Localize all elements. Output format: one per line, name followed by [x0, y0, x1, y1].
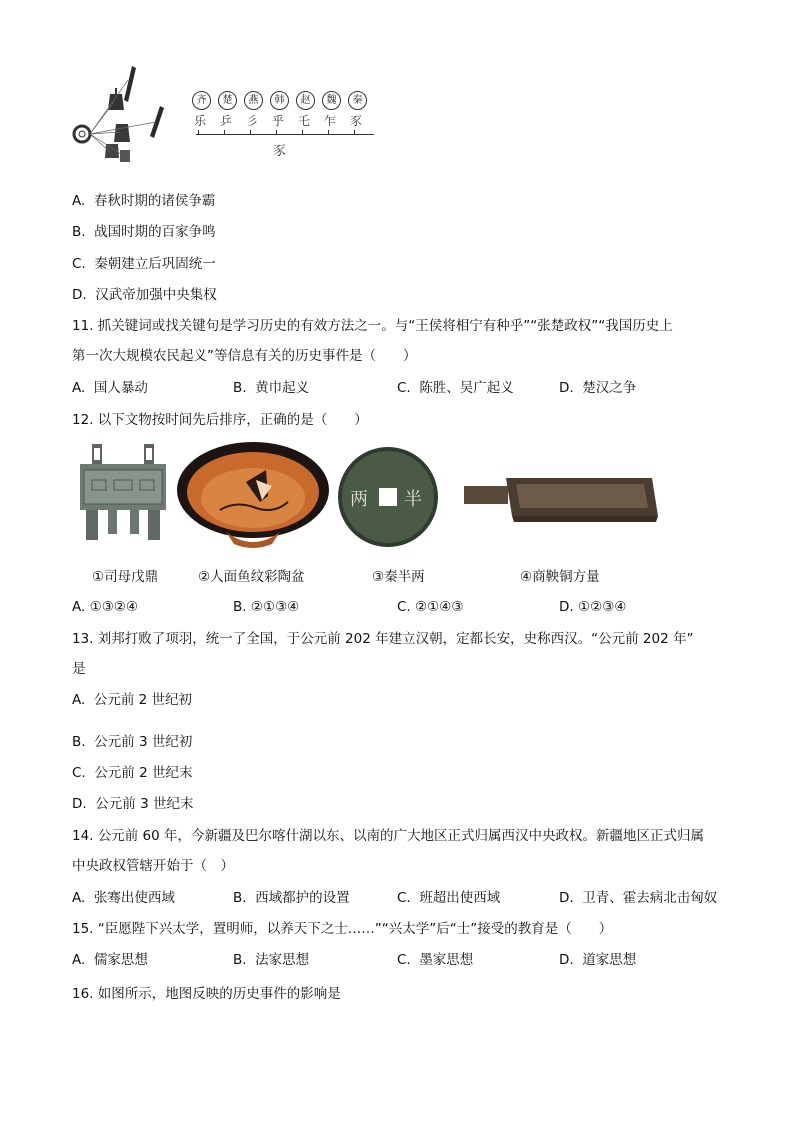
option-letter: B. — [233, 599, 247, 615]
option-text: 楚汉之争 — [582, 380, 637, 396]
script-glyph-han: 乎 — [272, 114, 285, 128]
q15-option-a[interactable] — [72, 950, 148, 970]
caption-simuwu-ding: ①司母戊鼎 — [92, 569, 159, 585]
option-letter: C. — [72, 765, 86, 781]
option-text: 法家思想 — [255, 952, 310, 968]
q11-option-d[interactable] — [559, 378, 636, 398]
q13-stem-line2: 是 — [72, 661, 86, 677]
comparison-timeline — [196, 134, 374, 135]
option-letter: D. — [559, 380, 574, 396]
q13-stem-line1: 13. 刘邦打败了项羽，统一了全国，于公元前 202 年建立汉朝，定都长安，史称西汉。“公元前 202 年” — [72, 631, 694, 647]
option-letter: C. — [397, 599, 411, 615]
script-glyph-chu: 乒 — [220, 114, 233, 128]
script-glyph-yan: 彡 — [246, 114, 259, 128]
timeline-tick — [250, 130, 251, 135]
option-text: 春秋时期的诸侯争霸 — [93, 193, 216, 209]
q12-option-a[interactable] — [72, 597, 138, 617]
q14-option-c[interactable] — [397, 888, 500, 908]
caption-banliang: ③秦半两 — [372, 569, 425, 585]
timeline-tick — [302, 130, 303, 135]
script-glyph-zhao: 乇 — [298, 114, 311, 128]
unified-script-glyph: 豕 — [273, 144, 287, 159]
q13-option-a[interactable] — [72, 690, 192, 710]
painted-pottery-basin-image — [176, 440, 331, 552]
q13-option-d[interactable] — [72, 794, 193, 814]
timeline-tick — [198, 130, 199, 135]
q14-option-a[interactable] — [72, 888, 175, 908]
option-text: 秦朝建立后巩固统一 — [94, 256, 216, 272]
option-text: 道家思想 — [582, 952, 637, 968]
option-letter: A. — [72, 599, 86, 615]
option-text: 公元前 3 世纪末 — [95, 796, 194, 812]
option-letter: C. — [397, 380, 411, 396]
option-text: 卫青、霍去病北击匈奴 — [582, 890, 718, 906]
q15-option-c[interactable] — [397, 950, 473, 970]
q14-stem-line2: 中央政权管辖开始于（ ） — [72, 858, 234, 874]
q10-option-d[interactable] — [72, 285, 217, 305]
state-qi-label: 齐 — [192, 91, 211, 110]
option-letter: C. — [397, 890, 411, 906]
option-text: ②①③④ — [250, 599, 300, 615]
simuwu-ding-image — [74, 440, 172, 545]
option-letter: A. — [72, 692, 86, 708]
option-text: 公元前 2 世纪初 — [93, 692, 193, 708]
timeline-tick — [354, 130, 355, 135]
state-qin-label: 秦 — [348, 91, 367, 110]
option-letter: D. — [559, 952, 574, 968]
q11-stem-line2: 第一次大规模农民起义”等信息有关的历史事件是（ ） — [72, 348, 417, 364]
q15-option-b[interactable] — [233, 950, 309, 970]
script-glyph-wei: 乍 — [324, 114, 337, 128]
coin-char-liang: 两 — [350, 489, 368, 510]
q13-option-b[interactable] — [72, 732, 192, 752]
q12-option-b[interactable] — [233, 597, 299, 617]
caption-bronze-measure: ④商鞅铜方量 — [520, 569, 600, 585]
option-letter: B. — [72, 734, 86, 750]
option-letter: D. — [559, 599, 574, 615]
option-text: ①③②④ — [89, 599, 139, 615]
q12-stem: 12. 以下文物按时间先后排序，正确的是（ ） — [72, 412, 368, 428]
option-text: 陈胜、吴广起义 — [419, 380, 514, 396]
option-text: 公元前 2 世纪末 — [94, 765, 193, 781]
q15-option-d[interactable] — [559, 950, 636, 970]
option-letter: C. — [397, 952, 411, 968]
shangyang-bronze-measure-image — [446, 458, 668, 540]
script-glyph-qin: 豕 — [350, 114, 363, 128]
state-chu-label: 楚 — [218, 91, 237, 110]
state-wei-label: 魏 — [322, 91, 341, 110]
state-yan-label: 燕 — [244, 91, 263, 110]
q11-option-a[interactable] — [72, 378, 148, 398]
q14-stem-line1: 14. 公元前 60 年，今新疆及巴尔喀什湖以东、以南的广大地区正式归属西汉中央政权。新疆地区正式归属 — [72, 828, 705, 844]
timeline-tick — [328, 130, 329, 135]
caption-pottery-basin: ②人面鱼纹彩陶盆 — [198, 569, 305, 585]
q14-option-d[interactable] — [559, 888, 717, 908]
option-letter: B. — [233, 380, 247, 396]
option-letter: D. — [72, 287, 87, 303]
option-text: ②①④③ — [415, 599, 464, 615]
state-han-label: 韩 — [270, 91, 289, 110]
option-text: 西域都护的设置 — [255, 890, 350, 906]
coin-char-ban: 半 — [404, 489, 422, 510]
option-text: 国人暴动 — [93, 380, 148, 396]
option-letter: A. — [72, 380, 86, 396]
option-letter: C. — [72, 256, 86, 272]
option-letter: D. — [559, 890, 574, 906]
script-glyph-qi: 乐 — [194, 114, 207, 128]
option-text: 班超出使西域 — [419, 890, 501, 906]
option-text: 儒家思想 — [93, 952, 148, 968]
qin-banliang-coin-image — [334, 445, 442, 549]
option-text: 公元前 3 世纪初 — [94, 734, 193, 750]
timeline-tick — [224, 130, 225, 135]
option-text: 汉武帝加强中央集权 — [95, 287, 217, 303]
state-zhao-label: 赵 — [296, 91, 315, 110]
q10-option-a[interactable] — [72, 191, 215, 211]
option-text: 墨家思想 — [419, 952, 474, 968]
option-letter: A. — [72, 890, 86, 906]
option-letter: A. — [72, 952, 86, 968]
option-letter: B. — [233, 890, 247, 906]
option-letter: A. — [72, 193, 86, 209]
q11-stem-line1: 11. 抓关键词或找关键句是学习历史的有效方法之一。与“王侯将相宁有种乎”“张楚政权”“我国历史上 — [72, 318, 673, 334]
q12-option-d[interactable] — [559, 597, 626, 617]
option-text: 战国时期的百家争鸣 — [94, 224, 216, 240]
q10-option-c[interactable] — [72, 254, 216, 274]
q13-option-c[interactable] — [72, 763, 192, 783]
option-text: 张骞出使西域 — [93, 890, 175, 906]
option-text: 黄巾起义 — [255, 380, 310, 396]
q14-option-b[interactable] — [233, 888, 350, 908]
q10-option-b[interactable] — [72, 222, 216, 242]
q12-option-c[interactable] — [397, 597, 463, 617]
option-letter: B. — [72, 224, 86, 240]
option-letter: D. — [72, 796, 87, 812]
option-letter: B. — [233, 952, 247, 968]
q15-stem: 15. “臣愿陛下兴太学，置明师，以养天下之士……”“兴太学”后“士”接受的教育是（ ） — [72, 921, 613, 937]
coins-script-figure — [70, 62, 390, 177]
q11-option-c[interactable] — [397, 378, 514, 398]
timeline-tick — [276, 130, 277, 135]
ancient-coins-illustration — [70, 62, 185, 172]
option-text: ①②③④ — [577, 599, 627, 615]
q16-stem: 16. 如图所示，地图反映的历史事件的影响是 — [72, 986, 341, 1002]
q11-option-b[interactable] — [233, 378, 309, 398]
